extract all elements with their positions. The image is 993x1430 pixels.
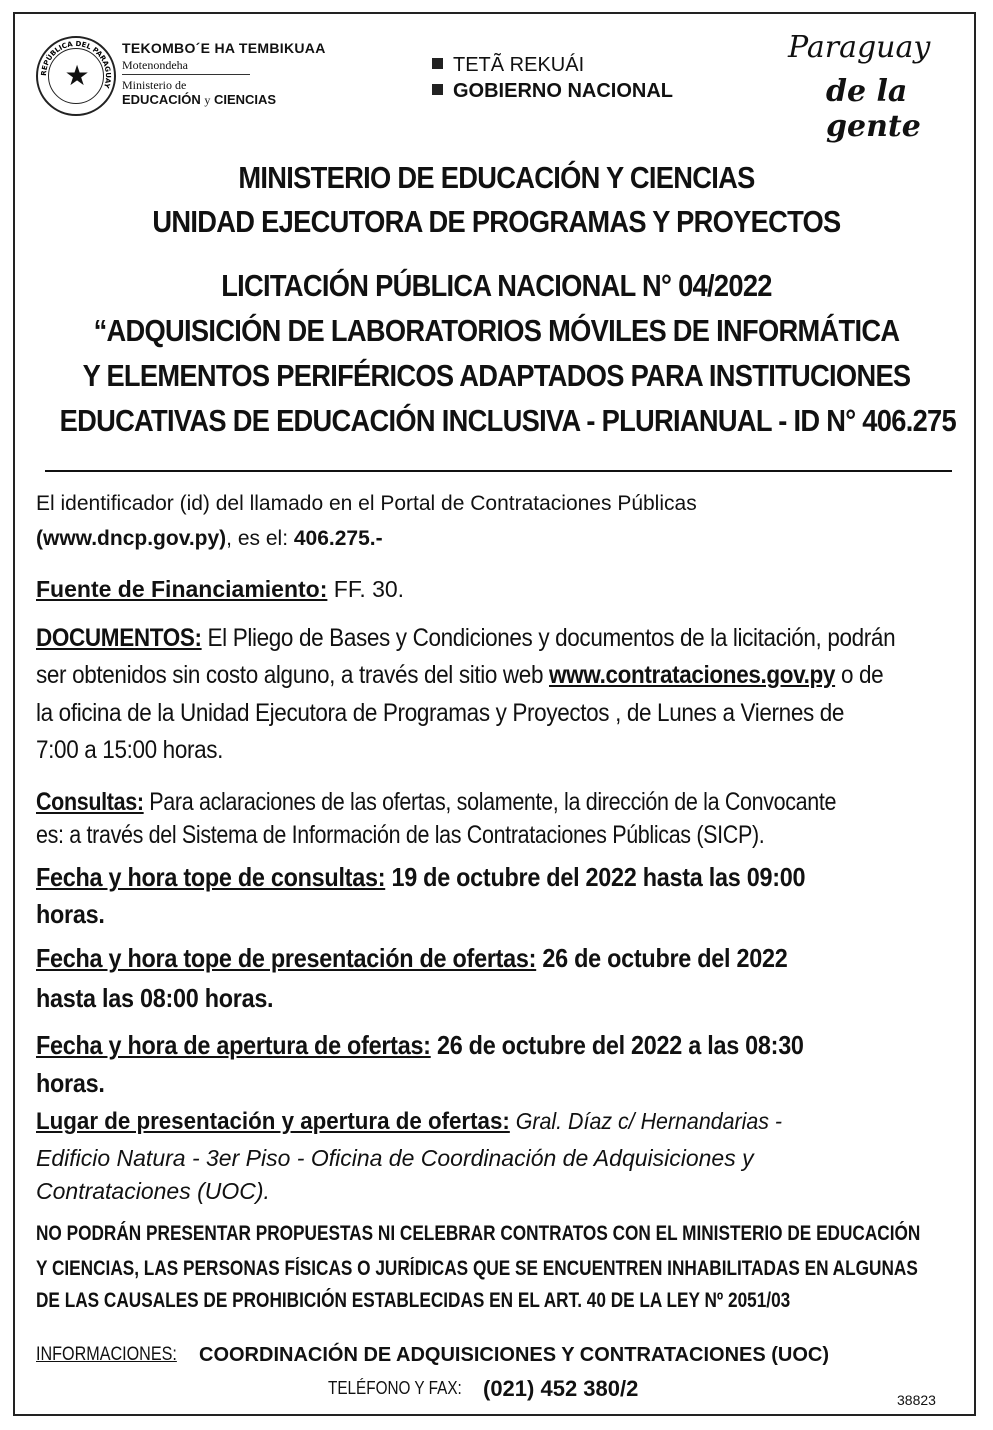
funding-source: Fuente de Financiamiento: FF. 30. bbox=[36, 576, 405, 602]
documents-line-4: 7:00 a 15:00 horas. bbox=[36, 736, 224, 764]
seal-inner-ring bbox=[48, 48, 104, 104]
documents-line-2: ser obtenidos sin costo alguno, a través del sitio web www.contrataciones.gov.py o de bbox=[36, 661, 884, 689]
opening-date-2: horas. bbox=[36, 1068, 105, 1098]
mec-divider bbox=[122, 74, 250, 75]
paraguay-de-la-gente-logo: Paraguay de la gente bbox=[788, 30, 931, 144]
tender-title: LICITACIÓN PÚBLICA NACIONAL N° 04/2022 bbox=[221, 268, 772, 303]
opening-date: Fecha y hora de apertura de ofertas: 26 de octubre del 2022 a las 08:30 bbox=[36, 1030, 804, 1060]
prohibition-line-3: DE LAS CAUSALES DE PROHIBICIÓN ESTABLECIDAS EN EL ART. 40 DE LA LEY Nº 2051/03 bbox=[36, 1289, 791, 1312]
subject-line-2: Y ELEMENTOS PERIFÉRICOS ADAPTADOS PARA INSTITUCIONES bbox=[82, 358, 911, 393]
title-divider bbox=[45, 470, 952, 472]
mec-edu-name: EDUCACIÓN y CIENCIAS bbox=[122, 92, 277, 107]
documents-line-3: la oficina de la Unidad Ejecutora de Programas y Proyectos , de Lunes a Viernes de bbox=[36, 699, 845, 727]
mec-title-guarani: TEKOMBO´E HA TEMBIKUAA bbox=[122, 40, 326, 56]
ministry-title: MINISTERIO DE EDUCACIÓN Y CIENCIAS bbox=[238, 160, 755, 195]
prohibition-line-1: NO PODRÁN PRESENTAR PROPUESTAS NI CELEBRAR CONTRATOS CON EL MINISTERIO DE EDUCACIÓN bbox=[36, 1222, 921, 1245]
consultas-deadline-2: horas. bbox=[36, 899, 105, 929]
location-line-3: Contrataciones (UOC). bbox=[36, 1178, 270, 1204]
location-line-1: Lugar de presentación y apertura de ofertas: Gral. Díaz c/ Hernandarias - bbox=[36, 1108, 783, 1135]
square-bullet-icon bbox=[432, 84, 443, 95]
contrataciones-link[interactable]: www.contrataciones.gov.py bbox=[549, 661, 836, 689]
national-seal-logo bbox=[36, 36, 116, 116]
presentation-deadline: Fecha y hora tope de presentación de ofertas: 26 de octubre del 2022 bbox=[36, 943, 788, 973]
mec-sub-spanish: Ministerio de bbox=[122, 78, 187, 92]
publication-code: 38823 bbox=[897, 1392, 936, 1408]
presentation-deadline-2: hasta las 08:00 horas. bbox=[36, 983, 274, 1013]
mec-sub-guarani: Motenondeha bbox=[122, 58, 188, 72]
location-line-2: Edificio Natura - 3er Piso - Oficina de Coordinación de Adquisiciones y bbox=[36, 1145, 754, 1171]
phone-fax: TELÉFONO Y FAX: (021) 452 380/2 bbox=[328, 1376, 639, 1401]
subject-line-1: “ADQUISICIÓN DE LABORATORIOS MÓVILES DE INFORMÁTICA bbox=[93, 313, 900, 348]
consultas-line-1: Consultas: Para aclaraciones de las ofertas, solamente, la dirección de la Convocante bbox=[36, 788, 837, 816]
government-logo: TETÃ REKUÁI GOBIERNO NACIONAL bbox=[432, 52, 673, 104]
unit-title: UNIDAD EJECUTORA DE PROGRAMAS Y PROYECTOS bbox=[152, 204, 841, 239]
identifier-text: El identificador (id) del llamado en el Portal de Contrataciones Públicas bbox=[36, 492, 697, 515]
consultas-deadline: Fecha y hora tope de consultas: 19 de octubre del 2022 hasta las 09:00 bbox=[36, 862, 806, 892]
square-bullet-icon bbox=[432, 58, 443, 69]
information-contact: INFORMACIONES: COORDINACIÓN DE ADQUISICIONES Y CONTRATACIONES (UOC) bbox=[36, 1344, 830, 1366]
prohibition-line-2: Y CIENCIAS, LAS PERSONAS FÍSICAS O JURÍDICAS QUE SE ENCUENTREN INHABILITADAS EN ALGUNAS bbox=[36, 1257, 918, 1280]
star-icon: ★ bbox=[64, 60, 90, 91]
consultas-line-2: es: a través del Sistema de Información de las Contrataciones Públicas (SICP). bbox=[36, 821, 765, 849]
svg-text:REPÚBLICA DEL PARAGUAY: REPÚBLICA DEL PARAGUAY bbox=[39, 39, 113, 90]
identifier-text-2: (www.dncp.gov.py), es el: 406.275.- bbox=[36, 527, 383, 550]
documents-line-1: DOCUMENTOS: El Pliego de Bases y Condiciones y documentos de la licitación, podrán bbox=[36, 624, 896, 652]
subject-line-3: EDUCATIVAS DE EDUCACIÓN INCLUSIVA - PLURIANUAL - ID N° 406.275 bbox=[59, 403, 956, 438]
